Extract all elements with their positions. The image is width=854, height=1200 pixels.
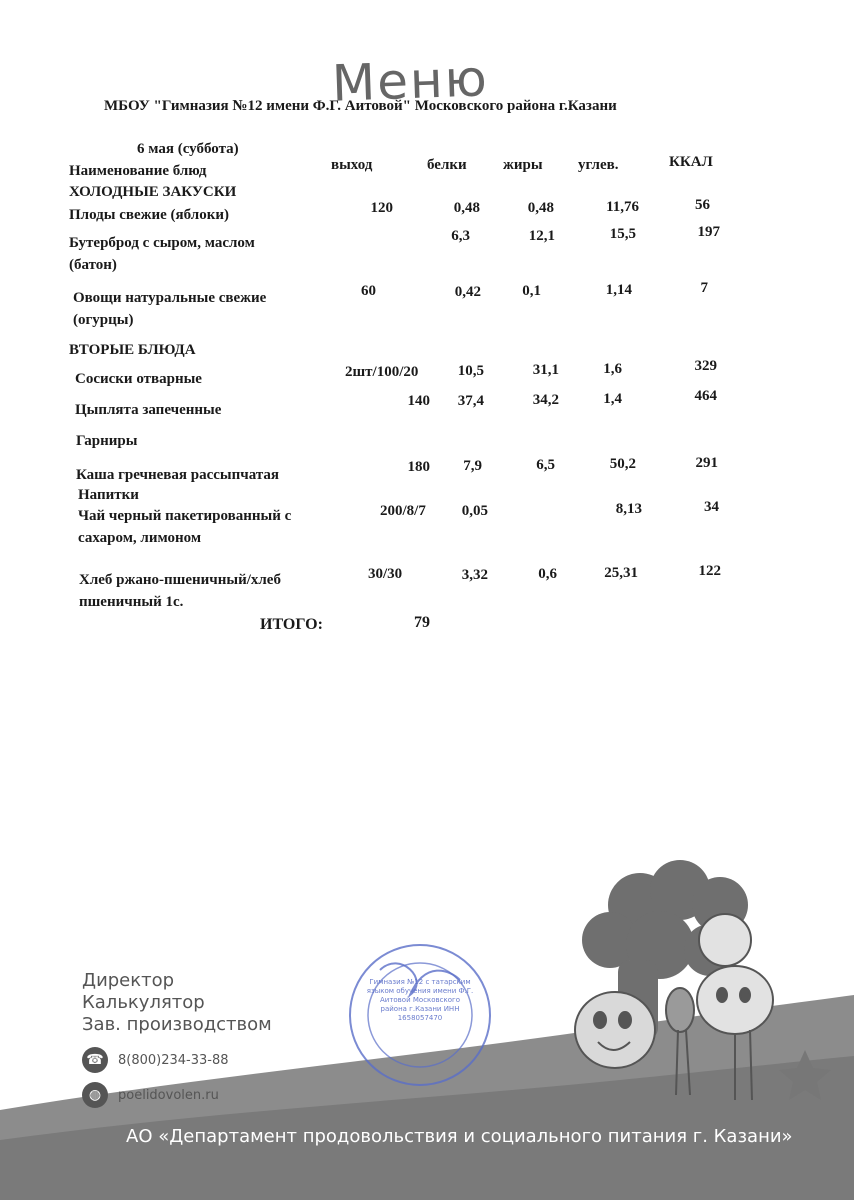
dish-output: 180 bbox=[407, 459, 430, 475]
dish-carbs: 1,6 bbox=[603, 361, 622, 377]
dish-fat: 6,5 bbox=[536, 457, 555, 473]
dish-name: Плоды свежие (яблоки) bbox=[69, 207, 229, 223]
dish-name-cont: сахаром, лимоном bbox=[78, 530, 202, 546]
dish-fat: 0,6 bbox=[538, 566, 557, 582]
website-link[interactable]: poelidovolen.ru bbox=[118, 1087, 219, 1103]
dish-protein: 10,5 bbox=[457, 363, 484, 379]
dish-kcal: 329 bbox=[694, 358, 717, 374]
dish-name-cont: (батон) bbox=[69, 257, 117, 273]
total-value: 79 bbox=[414, 614, 430, 631]
section-garnish: Гарниры bbox=[76, 433, 138, 449]
dish-fat: 34,2 bbox=[532, 392, 559, 408]
production-head-label: Зав. производством bbox=[82, 1014, 272, 1035]
dish-carbs: 8,13 bbox=[615, 501, 642, 517]
globe-icon: ◍ bbox=[82, 1082, 108, 1108]
dish-kcal: 291 bbox=[695, 455, 718, 471]
header-output: выход bbox=[331, 157, 373, 173]
dish-protein: 3,32 bbox=[461, 567, 488, 583]
total-label: ИТОГО: bbox=[260, 616, 323, 633]
dish-carbs: 11,76 bbox=[606, 199, 639, 215]
dish-name: Сосиски отварные bbox=[75, 371, 202, 387]
dish-carbs: 1,14 bbox=[605, 282, 632, 298]
header-name: Наименование блюд bbox=[69, 163, 207, 179]
dish-carbs: 1,4 bbox=[603, 391, 622, 407]
section-second-courses: ВТОРЫЕ БЛЮДА bbox=[69, 342, 196, 358]
handwritten-title: Меню bbox=[331, 49, 490, 113]
dish-protein: 0,48 bbox=[453, 200, 480, 216]
director-label: Директор bbox=[82, 970, 175, 991]
section-drinks: Напитки bbox=[78, 487, 139, 503]
dish-kcal: 122 bbox=[698, 563, 721, 579]
menu-date: 6 мая (суббота) bbox=[137, 141, 239, 157]
dish-protein: 37,4 bbox=[457, 393, 484, 409]
dish-protein: 6,3 bbox=[451, 228, 470, 244]
header-fat: жиры bbox=[503, 157, 543, 173]
dish-carbs: 50,2 bbox=[609, 456, 636, 472]
header-carbs: углев. bbox=[578, 157, 619, 173]
dish-output: 60 bbox=[361, 283, 376, 299]
company-name: АО «Департамент продовольствия и социального питания г. Казани» bbox=[126, 1126, 793, 1147]
dish-name: Хлеб ржано-пшеничный/хлеб bbox=[79, 572, 281, 588]
phone-number: 8(800)234-33-88 bbox=[118, 1052, 229, 1068]
website-row bbox=[82, 1082, 219, 1108]
dish-name-cont: пшеничный 1с. bbox=[79, 594, 184, 610]
dish-output: 30/30 bbox=[368, 566, 403, 582]
dish-carbs: 15,5 bbox=[609, 226, 636, 242]
calculator-label: Калькулятор bbox=[82, 992, 205, 1013]
dish-name: Овощи натуральные свежие bbox=[73, 290, 267, 306]
dish-kcal: 197 bbox=[697, 224, 720, 240]
dish-fat: 0,48 bbox=[527, 200, 554, 216]
dish-name-cont: (огурцы) bbox=[73, 312, 134, 328]
signature-block bbox=[82, 970, 272, 1036]
dish-fat: 31,1 bbox=[532, 362, 559, 378]
dish-fat: 12,1 bbox=[528, 228, 555, 244]
dish-name: Чай черный пакетированный с bbox=[78, 508, 292, 524]
dish-name: Бутерброд с сыром, маслом bbox=[69, 235, 255, 251]
dish-kcal: 464 bbox=[694, 388, 717, 404]
section-cold-appetizers: ХОЛОДНЫЕ ЗАКУСКИ bbox=[69, 184, 237, 200]
dish-output: 140 bbox=[407, 393, 430, 409]
dish-protein: 7,9 bbox=[463, 458, 482, 474]
stamp-text: Гимназия №12 с татарским языком обучения имени Ф.Г. Аитовой Московского района г.Казани ИНН 1658057470 bbox=[366, 978, 474, 1022]
header-kcal: ККАЛ bbox=[669, 154, 713, 170]
dish-protein: 0,42 bbox=[454, 284, 481, 300]
dish-kcal: 56 bbox=[695, 197, 710, 213]
dish-kcal: 7 bbox=[700, 280, 708, 296]
phone-row bbox=[82, 1047, 229, 1073]
dish-output: 120 bbox=[370, 200, 393, 216]
phone-icon: ☎ bbox=[82, 1047, 108, 1073]
dish-output: 2шт/100/20 bbox=[345, 364, 419, 380]
school-title: МБОУ "Гимназия №12 имени Ф.Г. Аитовой" Московского района г.Казани bbox=[104, 98, 617, 114]
teapot-character bbox=[575, 992, 655, 1068]
dish-output: 200/8/7 bbox=[380, 503, 426, 519]
dish-protein: 0,05 bbox=[461, 503, 488, 519]
dish-name: Каша гречневая рассыпчатая bbox=[76, 467, 280, 483]
dish-carbs: 25,31 bbox=[604, 565, 638, 581]
dish-name: Цыплята запеченные bbox=[75, 402, 222, 418]
dish-kcal: 34 bbox=[704, 499, 719, 515]
dish-fat: 0,1 bbox=[522, 283, 541, 299]
header-protein: белки bbox=[427, 157, 467, 173]
round-stamp bbox=[340, 940, 500, 1090]
